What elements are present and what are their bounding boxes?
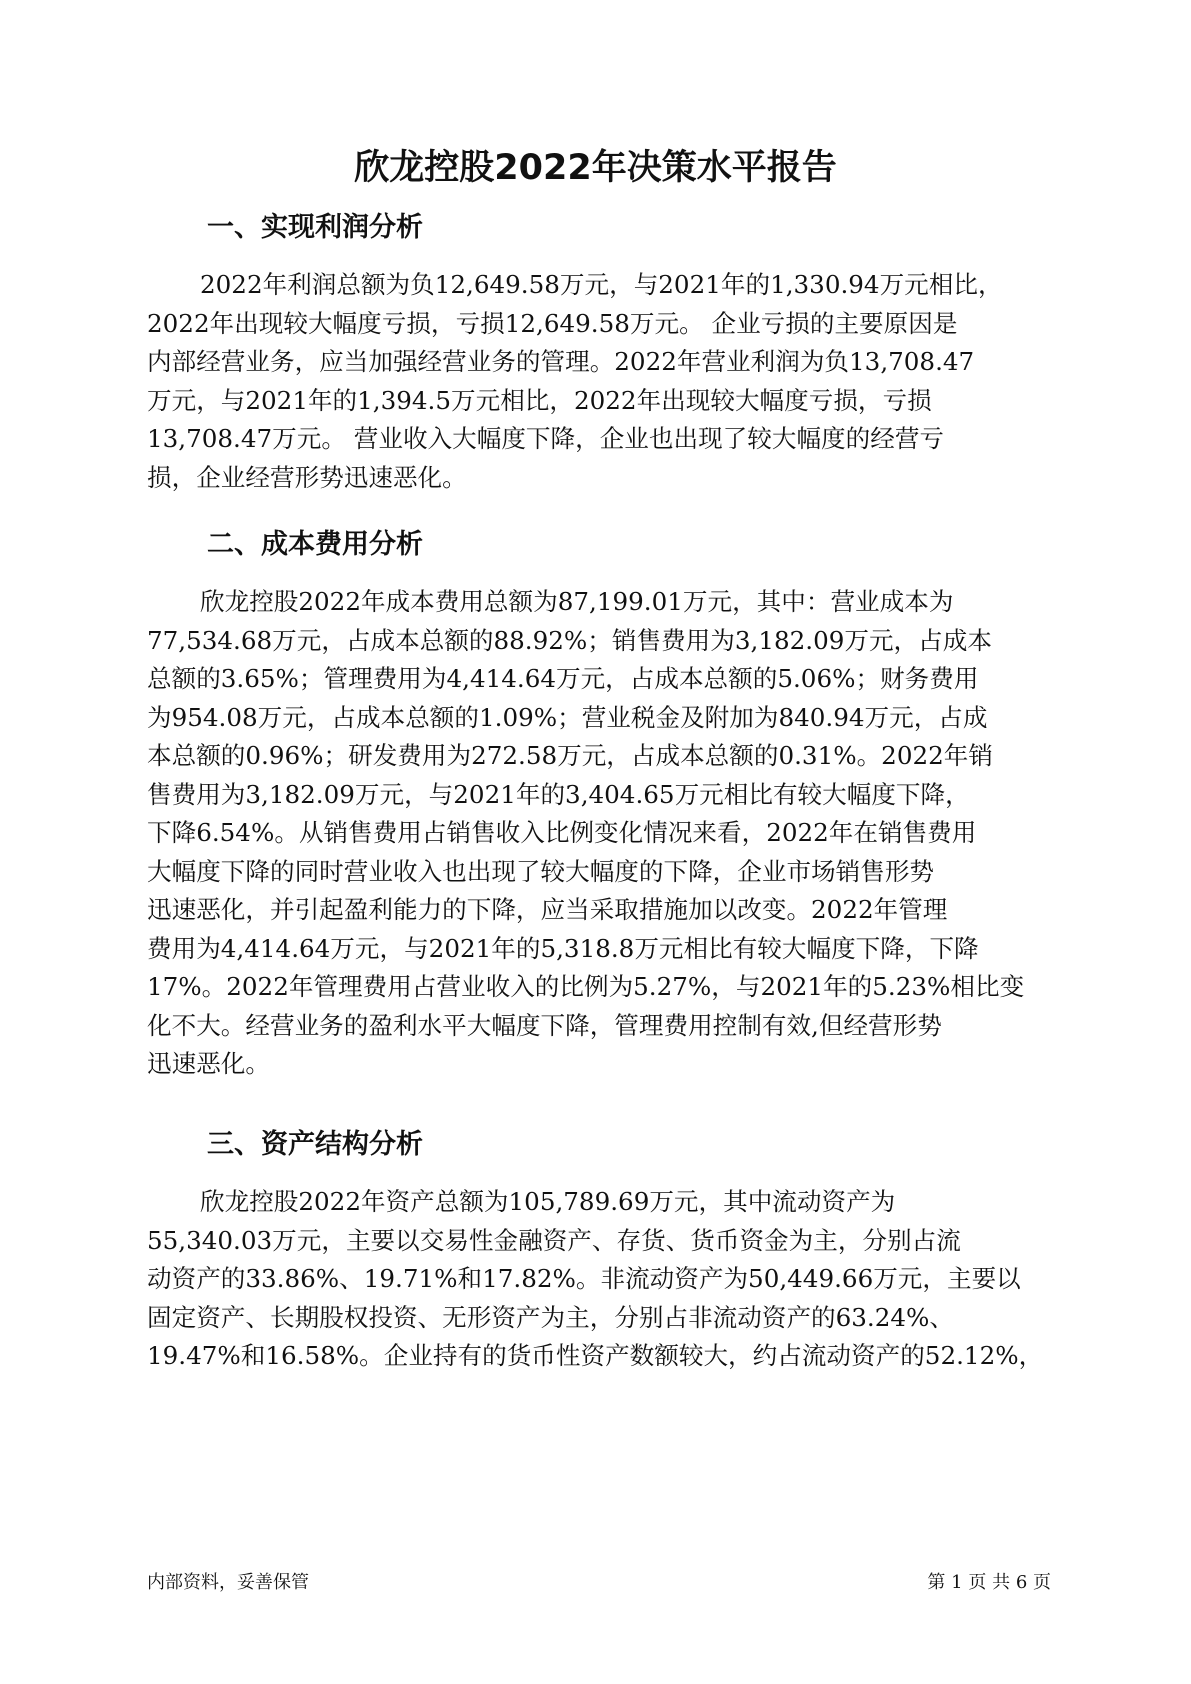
paragraph-line: 化不大。经营业务的盈利水平大幅度下降，管理费用控制有效,但经营形势	[147, 1010, 942, 1040]
paragraph-line: 13,708.47万元。 营业收入大幅度下降，企业也出现了较大幅度的经营亏	[147, 424, 945, 453]
paragraph-line: 17%。2022年管理费用占营业收入的比例为5.27%，与2021年的5.23%相比变	[147, 972, 1025, 1001]
paragraph-line: 动资产的33.86%、19.71%和17.82%。非流动资产为50,449.66万元，主要以	[147, 1264, 1021, 1293]
paragraph-line: 售费用为3,182.09万元，与2021年的3,404.65万元相比有较大幅度下降，	[147, 779, 970, 809]
paragraph-line: 总额的3.65%；管理费用为4,414.64万元，占成本总额的5.06%；财务费用	[147, 664, 979, 693]
page-mid: 页 共	[968, 1572, 1011, 1593]
paragraph-line: 欣龙控股2022年成本费用总额为87,199.01万元，其中：营业成本为	[200, 587, 954, 616]
paragraph-line: 损，企业经营形势迅速恶化。	[147, 462, 467, 492]
paragraph-line: 19.47%和16.58%。企业持有的货币性资产数额较大，约占流动资产的52.12%，	[147, 1341, 1044, 1370]
footer-confidential-note: 内部资料，妥善保管	[147, 1572, 309, 1593]
paragraph-line: 2022年出现较大幅度亏损，亏损12,649.58万元。 企业亏损的主要原因是	[147, 308, 958, 338]
paragraph-line: 固定资产、长期股权投资、无形资产为主，分别占非流动资产的63.24%、	[147, 1302, 954, 1332]
paragraph-line: 内部经营业务，应当加强经营业务的管理。2022年营业利润为负13,708.47	[147, 347, 975, 376]
paragraph-line: 2022年利润总额为负12,649.58万元，与2021年的1,330.94万元相比，	[200, 270, 1003, 299]
paragraph-line: 本总额的0.96%；研发费用为272.58万元，占成本总额的0.31%。2022年销	[147, 741, 993, 770]
section-paragraph-cost	[147, 583, 1052, 1084]
paragraph-line: 77,534.68万元，占成本总额的88.92%；销售费用为3,182.09万元，占成本	[147, 625, 992, 655]
page-title: 欣龙控股2022年决策水平报告	[354, 148, 837, 188]
section-heading-cost: 二、成本费用分析	[207, 529, 423, 560]
paragraph-line: 迅速恶化。	[147, 1049, 270, 1078]
page-current: 1	[951, 1572, 963, 1593]
paragraph-line: 下降6.54%。从销售费用占销售收入比例变化情况来看，2022年在销售费用	[147, 818, 977, 847]
page-suffix: 页	[1033, 1572, 1051, 1593]
paragraph-line: 55,340.03万元，主要以交易性金融资产、存货、货币资金为主，分别占流	[147, 1225, 961, 1255]
section-paragraph-profit	[147, 266, 1052, 497]
paragraph-line: 万元，与2021年的1,394.5万元相比，2022年出现较大幅度亏损，亏损	[147, 385, 932, 415]
section-heading-assets: 三、资产结构分析	[207, 1129, 423, 1160]
page-prefix: 第	[927, 1572, 946, 1593]
section-heading-profit: 一、实现利润分析	[207, 212, 423, 243]
section-paragraph-assets	[147, 1183, 1052, 1376]
page-total: 6	[1015, 1572, 1028, 1593]
paragraph-line: 迅速恶化，并引起盈利能力的下降，应当采取措施加以改变。2022年管理	[147, 895, 948, 924]
footer-page-number	[927, 1571, 1051, 1595]
paragraph-line: 为954.08万元，占成本总额的1.09%；营业税金及附加为840.94万元，占成	[147, 702, 988, 732]
paragraph-line: 欣龙控股2022年资产总额为105,789.69万元，其中流动资产为	[200, 1187, 896, 1216]
paragraph-line: 大幅度下降的同时营业收入也出现了较大幅度的下降，企业市场销售形势	[147, 856, 935, 886]
paragraph-line: 费用为4,414.64万元，与2021年的5,318.8万元相比有较大幅度下降，下降	[147, 933, 979, 963]
